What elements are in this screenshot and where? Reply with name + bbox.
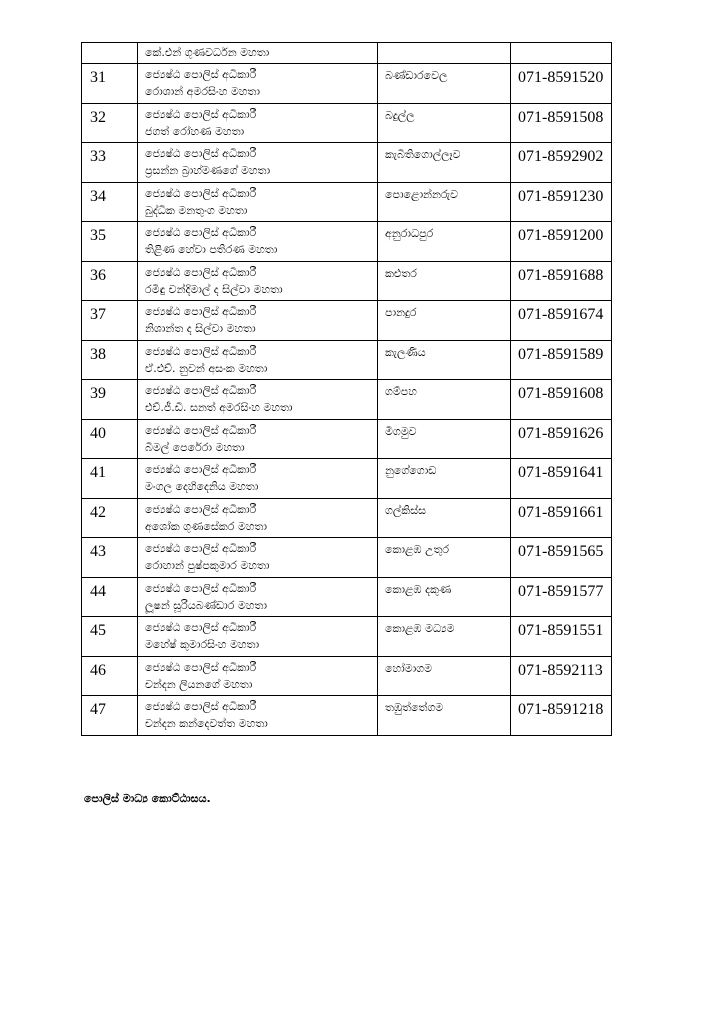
officer-title: ජ්‍යෙෂ්ඨ පොලිස් අධිකාරී: [145, 423, 257, 437]
phone-number: 071-8591577: [511, 577, 612, 617]
officer-title: ජ්‍යෙෂ්ඨ පොලිස් අධිකාරී: [145, 226, 257, 239]
officer-title: ජ්‍යෙෂ්ඨ පොලිස් අධිකාරී: [145, 621, 257, 634]
station-name: පොළොන්නරුව: [378, 182, 511, 222]
phone-number: 071-8591520: [511, 64, 612, 104]
row-number: 42: [82, 498, 138, 538]
officer-name: චන්දන ලියනගේ මහතා: [145, 677, 253, 691]
station-name: ගම්පහ: [378, 380, 511, 420]
officer-title: ජ්‍යෙෂ්ඨ පොලිස් අධිකාරී: [145, 265, 257, 279]
officer-cell: [138, 340, 378, 380]
officer-name: මංගල දෙහිදෙනිය මහතා: [145, 480, 259, 493]
station-name: කොළඹ උතුර: [378, 538, 511, 578]
table-row: [82, 459, 612, 499]
table-row: [82, 64, 612, 104]
station-name: නුගේගොඩ: [378, 459, 511, 499]
row-number: 34: [82, 182, 138, 222]
table-row: [82, 696, 612, 736]
officer-cell: [138, 301, 378, 341]
row-number: 33: [82, 143, 138, 183]
table-row: [82, 340, 612, 380]
station-name: කොළඹ මධ්‍යම: [378, 617, 511, 657]
officer-title: ජ්‍යෙෂ්ඨ පොලිස් අධිකාරී: [145, 344, 257, 358]
table-row: [82, 182, 612, 222]
phone-number: 071-8591674: [511, 301, 612, 341]
row-number: 43: [82, 538, 138, 578]
officer-title: ජ්‍යෙෂ්ඨ පොලිස් අධිකාරී: [145, 542, 257, 555]
phone-number: 071-8591230: [511, 182, 612, 222]
row-number: 35: [82, 222, 138, 262]
station-name: කැලණිය: [378, 340, 511, 380]
officer-title: ජ්‍යෙෂ්ඨ පොලිස් අධිකාරී: [145, 700, 257, 713]
row-number: 36: [82, 261, 138, 301]
officer-name: මහේෂ් කුමාරසිංහ මහතා: [145, 638, 260, 651]
station-cell: [378, 43, 511, 64]
officer-name: බිමල් පෙරේරා මහතා: [145, 440, 245, 454]
phone-number: 071-8591589: [511, 340, 612, 380]
station-name: කොළඹ දකුණ: [378, 577, 511, 617]
officer-name: ඒ.එච්. නුවන් අසංක මහතා: [145, 361, 268, 375]
officer-cell: [138, 222, 378, 262]
table-row: [82, 380, 612, 420]
officer-cell: [138, 459, 378, 499]
station-name: කළුතර: [378, 261, 511, 301]
officer-name: බුද්ධික මනතුංග මහතා: [145, 203, 248, 217]
officer-name: චන්දන කන්දෙවත්ත මහතා: [145, 717, 268, 730]
row-number: 40: [82, 419, 138, 459]
phone-number: 071-8591218: [511, 696, 612, 736]
table-row: [82, 261, 612, 301]
officer-cell: [138, 696, 378, 736]
officer-name: කේ.එන් ගුණවර්ධන මහතා: [145, 46, 270, 59]
row-number: 41: [82, 459, 138, 499]
officer-cell: [138, 538, 378, 578]
phone-number: 071-8591551: [511, 617, 612, 657]
station-name: බණ්ඩාරවෙල: [378, 64, 511, 104]
officer-name: ජගත් රෝහණ මහතා: [145, 124, 245, 138]
phone-number: 071-8591641: [511, 459, 612, 499]
officer-title: ජ්‍යෙෂ්ඨ පොලිස් අධිකාරී: [145, 68, 257, 81]
officer-cell: [138, 182, 378, 222]
officer-name: රමිඳු චන්දිමාල් ද සිල්වා මහතා: [145, 282, 283, 296]
station-name: කැබිතිගොල්ලෑව: [378, 143, 511, 183]
station-name: ගල්කිස්ස: [378, 498, 511, 538]
station-name: මීගමුව: [378, 419, 511, 459]
officer-name: තිළිණ හේවා පතිරණ මහතා: [145, 243, 278, 256]
phone-number: 071-8591661: [511, 498, 612, 538]
phone-number: 071-8591508: [511, 103, 612, 143]
officer-cell: [138, 103, 378, 143]
station-name: අනුරාධපුර: [378, 222, 511, 262]
table-row: [82, 656, 612, 696]
officer-title: ජ්‍යෙෂ්ඨ පොලිස් අධිකාරී: [145, 107, 257, 121]
officer-cell: [138, 577, 378, 617]
officer-name: එච්.ජී.ඩී. සනත් අමරසිංහ මහතා: [145, 401, 293, 414]
officer-cell: [138, 64, 378, 104]
phone-number: 071-8591608: [511, 380, 612, 420]
row-number: 44: [82, 577, 138, 617]
officer-cell: [138, 143, 378, 183]
officer-title: ජ්‍යෙෂ්ඨ පොලිස් අධිකාරී: [145, 147, 257, 160]
row-number: 32: [82, 103, 138, 143]
row-number: 37: [82, 301, 138, 341]
officer-title: ජ්‍යෙෂ්ඨ පොලිස් අධිකාරී: [145, 305, 257, 318]
officer-name: නිශාන්ත ද සිල්වා මහතා: [145, 322, 256, 335]
phone-cell: [511, 43, 612, 64]
phone-number: 071-8591626: [511, 419, 612, 459]
table-row: [82, 538, 612, 578]
officer-name-cell: [138, 43, 378, 64]
officer-name: ප්‍රසන්න බ්‍රාහ්මණගේ මහතා: [145, 164, 271, 177]
phone-number: 071-8591688: [511, 261, 612, 301]
row-number: 31: [82, 64, 138, 104]
officer-title: ජ්‍යෙෂ්ඨ පොලිස් අධිකාරී: [145, 660, 257, 674]
officer-cell: [138, 617, 378, 657]
phone-number: 071-8592113: [511, 656, 612, 696]
footer-division-name: පොලිස් මාධ්‍ය කොට්ඨාසය.: [84, 792, 211, 805]
table-row: [82, 222, 612, 262]
table-row: [82, 103, 612, 143]
table-row: [82, 143, 612, 183]
table-row-continued: [82, 43, 612, 64]
phone-number: 071-8592902: [511, 143, 612, 183]
station-name: පානදුර: [378, 301, 511, 341]
officer-cell: [138, 419, 378, 459]
contacts-table-body: [82, 43, 612, 736]
table-row: [82, 617, 612, 657]
officer-cell: [138, 656, 378, 696]
phone-number: 071-8591200: [511, 222, 612, 262]
table-row: [82, 577, 612, 617]
table-row: [82, 419, 612, 459]
officer-name: රොශාන් අමරසිංහ මහතා: [145, 85, 260, 98]
row-number: 38: [82, 340, 138, 380]
officer-cell: [138, 261, 378, 301]
officer-title: ජ්‍යෙෂ්ඨ පොලිස් අධිකාරී: [145, 581, 257, 595]
officer-title: ජ්‍යෙෂ්ඨ පොලිස් අධිකාරී: [145, 502, 257, 516]
officer-title: ජ්‍යෙෂ්ඨ පොලිස් අධිකාරී: [145, 384, 257, 397]
station-name: බදුල්ල: [378, 103, 511, 143]
row-number: 39: [82, 380, 138, 420]
row-number: 45: [82, 617, 138, 657]
officer-name: රොහාන් පුෂ්පකුමාර මහතා: [145, 559, 270, 572]
row-number: 47: [82, 696, 138, 736]
station-name: හෝමාගම: [378, 656, 511, 696]
row-number-cell: [82, 43, 138, 64]
station-name: තඹුත්තේගම: [378, 696, 511, 736]
row-number: 46: [82, 656, 138, 696]
officer-cell: [138, 498, 378, 538]
table-row: [82, 301, 612, 341]
officer-name: අශෝක ගුණසේකර මහතා: [145, 519, 267, 533]
officer-title: ජ්‍යෙෂ්ඨ පොලිස් අධිකාරී: [145, 463, 257, 476]
table-row: [82, 498, 612, 538]
phone-number: 071-8591565: [511, 538, 612, 578]
officer-title: ජ්‍යෙෂ්ඨ පොලිස් අධිකාරී: [145, 186, 257, 200]
officer-cell: [138, 380, 378, 420]
contacts-table: [81, 42, 612, 736]
officer-name: ලූෂන් සූරියබණ්ඩාර මහතා: [145, 598, 267, 612]
